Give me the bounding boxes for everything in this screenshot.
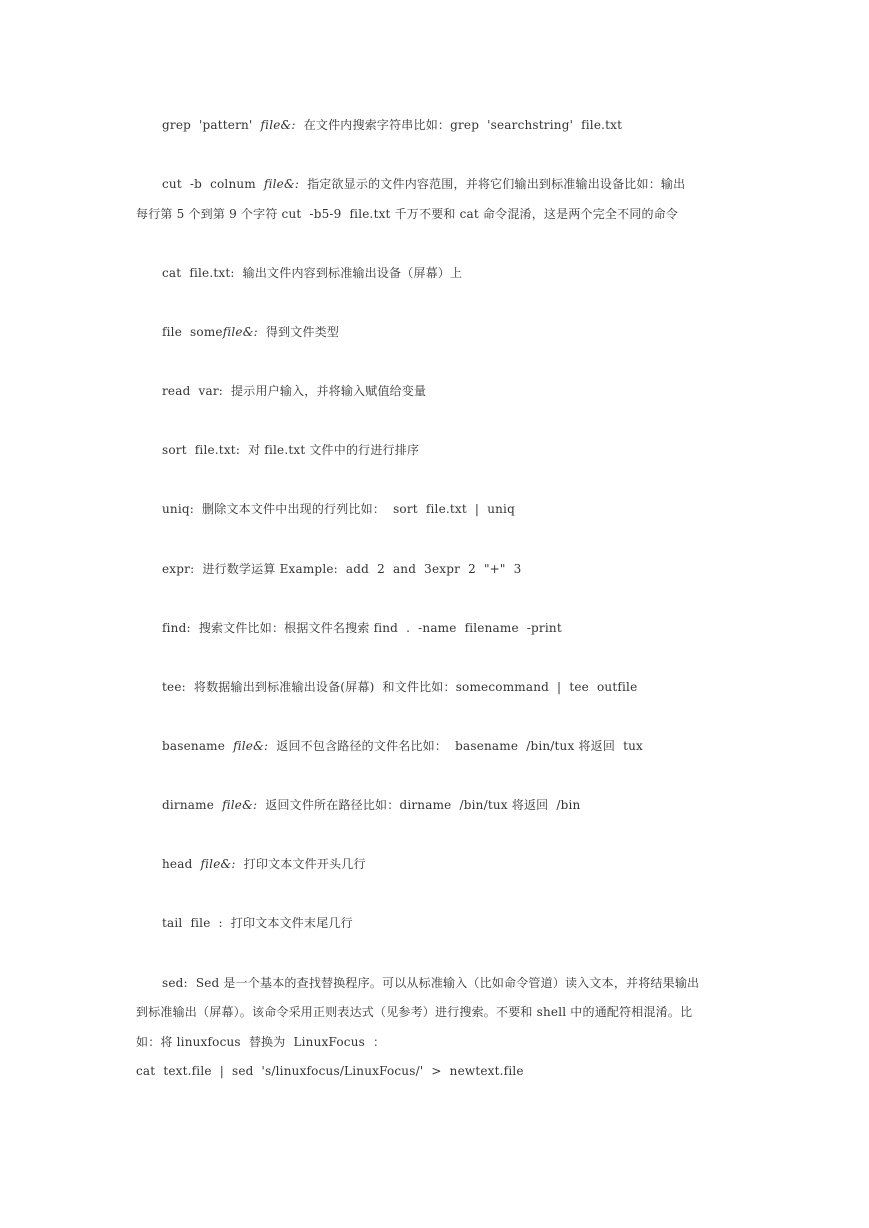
entry-argument: file&: [233, 739, 269, 753]
entry-dirname [162, 797, 580, 813]
entry-command: file some [162, 325, 223, 339]
entry-argument: file&: [200, 857, 236, 871]
sed-paragraph-line-3: 如：将 linuxfocus 替换为 LinuxFocus ： [136, 1035, 386, 1049]
sed-example-command: cat text.file | sed 's/linuxfocus/LinuxFocus/' > newtext.file [136, 1064, 524, 1078]
entry-command: cut -b colnum [162, 177, 264, 191]
entry-cut [162, 176, 685, 192]
entry-description: 在文件内搜索字符串比如：grep 'searchstring' file.txt [295, 118, 623, 132]
entry-uniq: uniq: 删除文本文件中出现的行列比如： sort file.txt | uniq [162, 502, 515, 516]
entry-sort: sort file.txt: 对 file.txt 文件中的行进行排序 [162, 443, 420, 457]
entry-description: 打印文本文件开头几行 [235, 857, 366, 871]
entry-head [162, 856, 366, 872]
entry-basename [162, 738, 643, 754]
entry-command: basename [162, 739, 234, 753]
entry-argument: file&: [263, 177, 300, 191]
sed-paragraph-line-2: 到标准输出（屏幕）。该命令采用正则表达式（见参考）进行搜索。不要和 shell 中的通配符相混淆。比 [136, 1005, 693, 1019]
entry-find: find: 搜索文件比如：根据文件名搜索 find . -name filename -print [162, 621, 562, 635]
entry-description: 返回文件所在路径比如：dirname /bin/tux 将返回 /bin [257, 798, 581, 812]
entry-expr: expr: 进行数学运算 Example: add 2 and 3expr 2 "+" 3 [162, 562, 522, 576]
entry-command: grep 'pattern' [162, 118, 261, 132]
entry-description: 指定欲显示的文件内容范围，并将它们输出到标准输出设备比如：输出 [299, 177, 686, 191]
entry-command: head [162, 857, 201, 871]
entry-description: 返回不包含路径的文件名比如： basename /bin/tux 将返回 tux [268, 739, 644, 753]
entry-tail: tail file : 打印文本文件末尾几行 [162, 916, 353, 930]
entry-command: dirname [162, 798, 223, 812]
entry-argument: file&: [222, 798, 258, 812]
entry-file [162, 324, 339, 340]
sed-paragraph-line-1: sed: Sed 是一个基本的查找替换程序。可以从标准输入（比如命令管道）读入文本，并将结果输出 [162, 976, 700, 990]
entry-argument: file&: [260, 118, 296, 132]
entry-grep [162, 117, 622, 133]
entry-description: 得到文件类型 [257, 325, 340, 339]
entry-tee: tee: 将数据输出到标准输出设备(屏幕) 和文件比如：somecommand | tee outfile [162, 680, 638, 694]
entry-cut-continuation: 每行第 5 个到第 9 个字符 cut -b5-9 file.txt 千万不要和 cat 命令混淆，这是两个完全不同的命令 [136, 207, 679, 221]
entry-argument: file&: [222, 325, 258, 339]
entry-cat: cat file.txt: 输出文件内容到标准输出设备（屏幕）上 [162, 266, 463, 280]
entry-read: read var: 提示用户输入，并将输入赋值给变量 [162, 384, 427, 398]
